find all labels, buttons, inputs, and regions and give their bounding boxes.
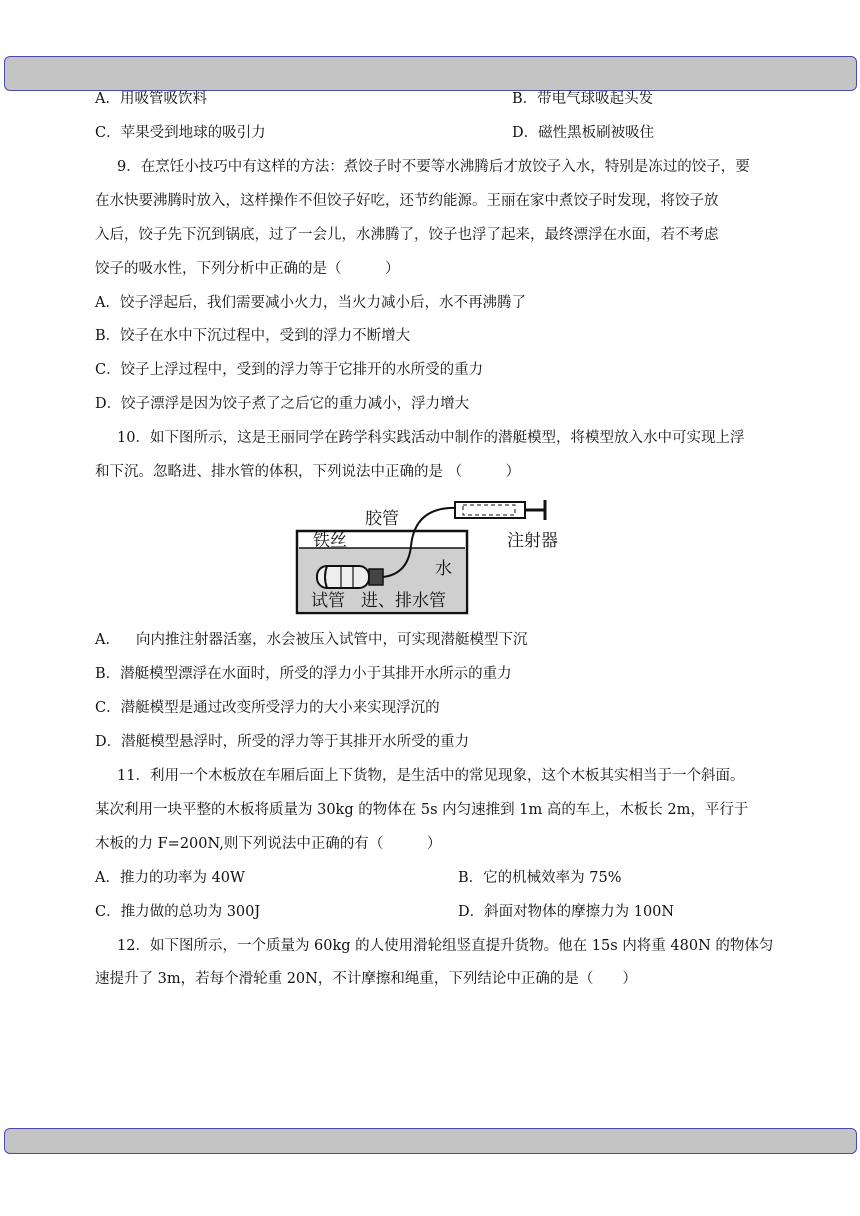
- label-pipe: 进、排水管: [361, 591, 446, 611]
- q10-stem-line: 10．如下图所示，这是王丽同学在跨学科实践活动中制作的潜艇模型，将模型放入水中可实现上浮: [117, 430, 745, 446]
- q12-stem-line: 12．如下图所示，一个质量为 60kg 的人使用滑轮组竖直提升货物。他在 15s 内将重 480N 的物体匀: [117, 938, 774, 954]
- q8-option-d: D．磁性黑板刷被吸住: [512, 125, 655, 141]
- q9-stem-line: 9．在烹饪小技巧中有这样的方法：煮饺子时不要等水沸腾后才放饺子入水，特别是冻过的饺子，要: [117, 159, 750, 175]
- label-water: 水: [435, 559, 452, 579]
- stopper: [369, 569, 383, 585]
- q9-option-b: B．饺子在水中下沉过程中，受到的浮力不断增大: [95, 328, 411, 344]
- q12-stem-line: 速提升了 3m，若每个滑轮重 20N，不计摩擦和绳重，下列结论中正确的是（ ）: [95, 971, 637, 987]
- q11-option-a: A．推力的功率为 40W: [95, 870, 245, 886]
- q9-option-c: C．饺子上浮过程中，受到的浮力等于它排开的水所受的重力: [95, 362, 484, 378]
- q8-option-b: B．带电气球吸起头发: [512, 91, 654, 107]
- q10-option-a: [95, 630, 527, 650]
- q8-option-c: C．苹果受到地球的吸引力: [95, 125, 266, 141]
- q10-option-a-text: 向内推注射器活塞，水会被压入试管中，可实现潜艇模型下沉: [135, 632, 528, 648]
- submarine-model-figure: [283, 486, 583, 618]
- q10-option-b: B．潜艇模型漂浮在水面时，所受的浮力小于其排开水所示的重力: [95, 666, 512, 682]
- q11-stem-line: 11．利用一个木板放在车厢后面上下货物，是生活中的常见现象，这个木板其实相当于一个斜面。: [117, 768, 745, 784]
- q9-option-a: A．饺子浮起后，我们需要减小火力，当火力减小后，水不再沸腾了: [95, 295, 526, 311]
- q9-stem-line: 饺子的吸水性，下列分析中正确的是（ ）: [95, 261, 400, 277]
- header-bar: [4, 56, 857, 91]
- footer-bar: [4, 1128, 857, 1154]
- q11-stem-line: 木板的力 F=200N,则下列说法中正确的有（ ）: [95, 836, 442, 852]
- q10-stem-line: 和下沉。忽略进、排水管的体积，下列说法中正确的是 （ ）: [95, 464, 521, 480]
- label-hose: 胶管: [365, 509, 399, 529]
- q11-option-b: B．它的机械效率为 75%: [458, 870, 622, 886]
- q10-option-c: C．潜艇模型是通过改变所受浮力的大小来实现浮沉的: [95, 700, 440, 716]
- q9-stem-line: 在水快要沸腾时放入，这样操作不但饺子好吃，还节约能源。王丽在家中煮饺子时发现，将饺子放: [95, 193, 719, 209]
- q10-option-d: D．潜艇模型悬浮时，所受的浮力等于其排开水所受的重力: [95, 734, 470, 750]
- label-wire: 铁丝: [313, 531, 347, 551]
- q8-option-a: A．用吸管吸饮料: [95, 91, 207, 107]
- q11-option-c: C．推力做的总功为 300J: [95, 904, 261, 920]
- label-tube: 试管: [311, 591, 345, 611]
- label-syringe: 注射器: [507, 531, 558, 551]
- q10-option-a-prefix: A．: [95, 632, 120, 648]
- q9-option-d: D．饺子漂浮是因为饺子煮了之后它的重力减小，浮力增大: [95, 396, 470, 412]
- q11-stem-line: 某次利用一块平整的木板将质量为 30kg 的物体在 5s 内匀速推到 1m 高的车上，木板长 2m，平行于: [95, 802, 749, 818]
- q11-option-d: D．斜面对物体的摩擦力为 100N: [458, 904, 675, 920]
- q9-stem-line: 入后，饺子先下沉到锅底，过了一会儿，水沸腾了，饺子也浮了起来，最终漂浮在水面，若不考虑: [95, 227, 719, 243]
